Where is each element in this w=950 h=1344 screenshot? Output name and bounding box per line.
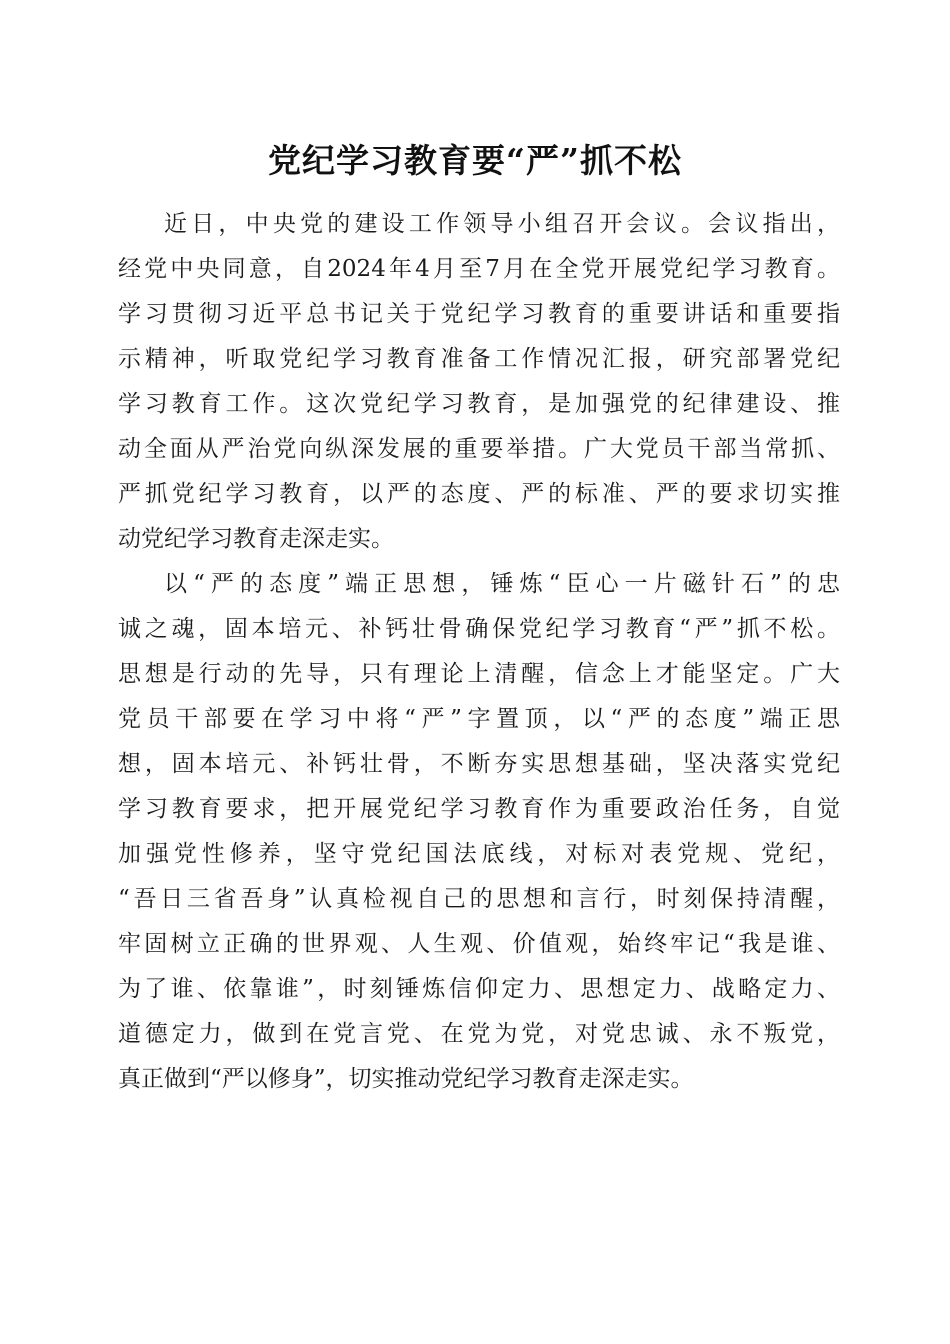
document-title: 党纪学习教育要“严”抓不松 <box>268 141 682 180</box>
paragraph-1-line: 示精神，听取党纪学习教育准备工作情况汇报，研究部署党纪 <box>118 346 840 372</box>
paragraph-2-line: 想，固本培元、补钙壮骨，不断夯实思想基础，坚决落实党纪 <box>118 751 840 777</box>
paragraph-1-line: 经党中央同意，自2024年4月至7月在全党开展党纪学习教育。 <box>118 256 840 282</box>
paragraph-2-line: 为了谁、依靠谁”，时刻锤炼信仰定力、思想定力、战略定力、 <box>118 976 840 1002</box>
paragraph-2-line: 学习教育要求，把开展党纪学习教育作为重要政治任务，自觉 <box>118 796 840 822</box>
paragraph-2-line: 加强党性修养，坚守党纪国法底线，对标对表党规、党纪， <box>118 841 840 867</box>
paragraph-1-line: 学习贯彻习近平总书记关于党纪学习教育的重要讲话和重要指 <box>118 301 840 327</box>
paragraph-2-line: “吾日三省吾身”认真检视自己的思想和言行，时刻保持清醒， <box>118 886 840 912</box>
paragraph-2-line: 党员干部要在学习中将“严”字置顶，以“严的态度”端正思 <box>118 706 840 732</box>
paragraph-2-line: 以“严的态度”端正思想，锤炼“臣心一片磁针石”的忠 <box>164 571 840 597</box>
paragraph-1-line: 动党纪学习教育走深走实。 <box>118 526 394 552</box>
paragraph-2-line: 真正做到“严以修身”，切实推动党纪学习教育走深走实。 <box>118 1066 694 1092</box>
paragraph-1-line: 严抓党纪学习教育，以严的态度、严的标准、严的要求切实推 <box>118 481 840 507</box>
paragraph-1-line: 近日，中央党的建设工作领导小组召开会议。会议指出， <box>164 211 840 237</box>
paragraph-2-line: 思想是行动的先导，只有理论上清醒，信念上才能坚定。广大 <box>118 661 840 687</box>
paragraph-1-line: 学习教育工作。这次党纪学习教育，是加强党的纪律建设、推 <box>118 391 840 417</box>
paragraph-2-line: 诚之魂，固本培元、补钙壮骨确保党纪学习教育“严”抓不松。 <box>118 616 840 642</box>
paragraph-2-line: 牢固树立正确的世界观、人生观、价值观，始终牢记“我是谁、 <box>118 931 840 957</box>
paragraph-2-line: 道德定力，做到在党言党、在党为党，对党忠诚、永不叛党， <box>118 1021 840 1047</box>
paragraph-1-line: 动全面从严治党向纵深发展的重要举措。广大党员干部当常抓、 <box>118 436 840 462</box>
document-body <box>118 202 840 1102</box>
